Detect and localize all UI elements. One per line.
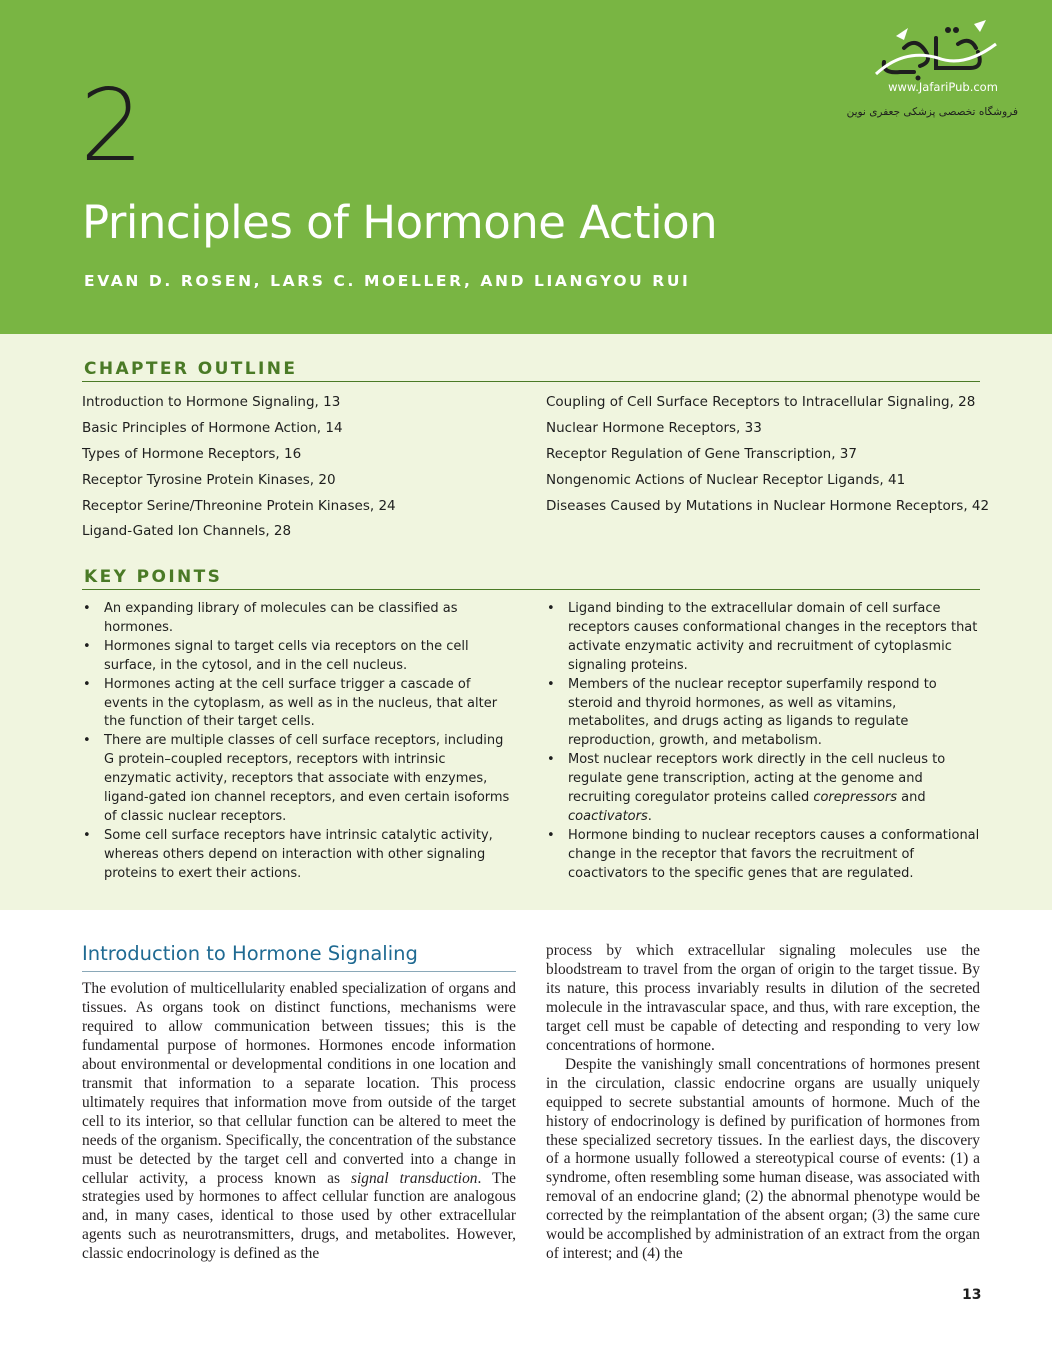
key-point-text-part: and	[896, 790, 926, 806]
bullet-icon: •	[83, 601, 91, 616]
key-term-corepressors: corepressors	[813, 790, 897, 806]
key-point-item	[83, 600, 514, 638]
section-heading-rule	[82, 971, 516, 972]
chapter-authors: EVAN D. ROSEN, LARS C. MOELLER, AND LIANGYOU RUI	[84, 272, 691, 290]
bullet-icon: •	[83, 638, 91, 654]
outline-right-column	[546, 390, 989, 519]
key-point-text: Some cell surface receptors have intrinsic catalytic activity, whereas others depend on interaction with other signaling proteins to exert their actions.	[104, 827, 493, 881]
key-point-item	[83, 676, 514, 733]
outline-divider	[82, 381, 980, 382]
outline-entry: Receptor Tyrosine Protein Kinases, 20	[82, 471, 336, 488]
key-point-text-part: .	[647, 808, 652, 824]
section-heading: Introduction to Hormone Signaling	[82, 942, 418, 965]
publisher-url: www.JafariPub.com	[888, 80, 998, 94]
key-point-item	[547, 751, 980, 827]
key-point-item	[83, 827, 514, 884]
key-point-text-part: Most nuclear receptors work directly in the cell nucleus to regulate gene transcription, acting at the genome and recruiting coregulator proteins called	[568, 752, 946, 806]
outline-entry: Ligand-Gated Ion Channels, 28	[82, 523, 292, 540]
outline-entry: Nongenomic Actions of Nuclear Receptor Ligands, 41	[546, 471, 906, 488]
bullet-icon: •	[83, 827, 91, 843]
key-points-left-column	[83, 600, 514, 884]
bullet-icon: •	[547, 752, 555, 768]
key-point-text: Hormone binding to nuclear receptors causes a conformational change in the receptor that favors the recruitment of coactivators to the specific genes that are regulated.	[568, 827, 980, 881]
key-point-item	[83, 732, 514, 827]
body-paragraph-text: . The strategies used by hormones to affect cellular function are analogous and, in many cases, identical to those used by other extracellular agents such as neurotransmitters, drugs, and metabolites. However, classic endocrinology is defined as the	[82, 1169, 516, 1263]
chapter-number: 2	[80, 67, 142, 184]
jafari-logo-icon	[874, 18, 1000, 82]
outline-entry: Coupling of Cell Surface Receptors to Intracellular Signaling, 28	[546, 394, 976, 410]
publisher-watermark-logo	[846, 18, 1028, 130]
chapter-outline-heading: CHAPTER OUTLINE	[84, 359, 298, 379]
body-column-left	[82, 980, 516, 1264]
chapter-header-banner	[0, 0, 1052, 334]
key-point-item	[547, 600, 980, 676]
key-points-heading: KEY POINTS	[84, 567, 223, 587]
key-term-coactivators: coactivators	[568, 808, 648, 824]
publisher-tagline: فروشگاه تخصصی پزشکی جعفری نوین	[846, 106, 1018, 118]
page-number: 13	[962, 1287, 982, 1303]
outline-entry: Diseases Caused by Mutations in Nuclear Hormone Receptors, 42	[546, 497, 990, 514]
body-column-right	[546, 942, 980, 1264]
chapter-title: Principles of Hormone Action	[82, 196, 718, 249]
bullet-icon: •	[83, 676, 91, 692]
bullet-icon: •	[547, 676, 555, 692]
body-paragraph: process by which extracellular signaling molecules use the bloodstream to travel from the organ of origin to the target tissue. By its nature, this process invariably results in dilution of the secreted molecule in the intravascular space, and thus, with rare exception, the target cell must be capable of detecting and responding to very low concentrations of hormone.	[546, 942, 980, 1054]
key-point-text: Hormones acting at the cell surface trigger a cascade of events in the cytoplasm, as well as in the nucleus, that alter the function of their target cells.	[104, 676, 498, 730]
body-paragraph-text: The evolution of multicellularity enabled specialization of organs and tissues. As organs took on distinct functions, mechanisms were required to allow communication between tissues; this is the fundamental purpose of hormones. Hormones encode information about environmental or developmental conditions in one location and transmit that information to a separate location. This process ultimately requires that information move from outside of the target cell to its interior, so that cellular function can be altered to meet the needs of the organism. Specifically, the concentration of the substance must be detected by the target cell and converted into a change in cellular activity, a process known as	[82, 980, 516, 1187]
bullet-icon: •	[547, 827, 555, 843]
key-point-text: There are multiple classes of cell surface receptors, including G protein–coupled receptors, receptors with intrinsic enzymatic activity, receptors that associate with enzymes, ligand-gated ion channel receptors, and even certain isoforms of classic nuclear receptors.	[104, 733, 510, 824]
key-point-text: Ligand binding to the extracellular domain of cell surface receptors causes conformational changes in the receptors that activate enzymatic activity and recruitment of cytoplasmic signaling proteins.	[568, 601, 978, 673]
key-point-item	[547, 827, 980, 884]
key-point-text	[568, 752, 945, 824]
key-point-text: An expanding library of molecules can be classified as hormones.	[104, 601, 458, 635]
outline-entry: Types of Hormone Receptors, 16	[82, 445, 302, 462]
key-points-divider	[82, 589, 980, 590]
outline-left-column	[82, 390, 396, 545]
outline-entry: Receptor Serine/Threonine Protein Kinases, 24	[82, 497, 396, 514]
key-points-right-column	[547, 600, 980, 884]
outline-entry: Introduction to Hormone Signaling, 13	[82, 394, 341, 410]
key-point-text: Hormones signal to target cells via receptors on the cell surface, in the cytosol, and in the cell nucleus.	[104, 638, 469, 673]
outline-entry: Basic Principles of Hormone Action, 14	[82, 419, 343, 436]
term-signal-transduction: signal transduction	[351, 1169, 478, 1187]
bullet-icon: •	[547, 601, 555, 616]
key-point-item	[547, 676, 980, 752]
key-point-item	[83, 638, 514, 676]
outline-entry: Nuclear Hormone Receptors, 33	[546, 419, 762, 436]
key-point-text: Members of the nuclear receptor superfamily respond to steroid and thyroid hormones, as well as vitamins, metabolites, and drugs acting as ligands to regulate reproduction, growth, and metabolism.	[568, 676, 937, 749]
bullet-icon: •	[83, 733, 91, 749]
body-paragraph: Despite the vanishingly small concentrations of hormones present in the circulation, classic endocrine organs are usually uniquely equipped to secrete substantial amounts of hormone. Much of the history of endocrinology is defined by purification of hormones from these specialized secretory tissues. In the earliest days, the discovery of a hormone usually followed a stereotypical course of events: (1) a syndrome, often resembling some human disease, was associated with removal of an endocrine gland; (2) the abnormal phenotype would be corrected by the reimplantation of the absent organ; (3) the same cure would be accomplished by administration of an extract from the organ of interest; and (4) the	[546, 1055, 980, 1263]
outline-entry: Receptor Regulation of Gene Transcription, 37	[546, 445, 857, 462]
